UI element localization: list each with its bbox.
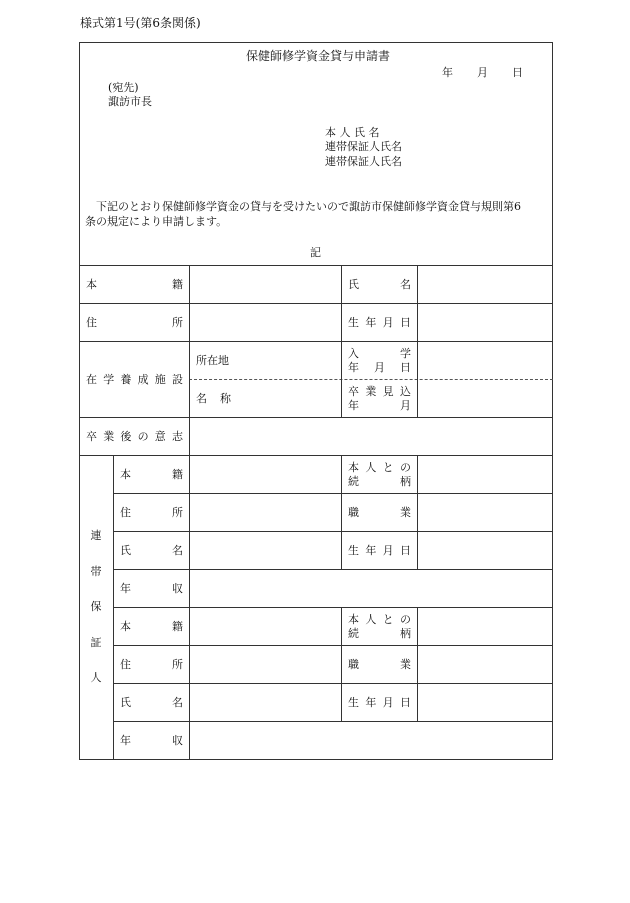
g2-relation-label-line1: 本 人 と の [348,613,411,626]
g1-income-label: 年 収 [120,582,183,595]
g2-income-label: 年 収 [120,734,183,747]
location-label: 所在地 [196,354,229,367]
g1-honseki-label: 本 籍 [120,468,183,481]
g2-birthdate-label: 生 年 月 日 [348,696,411,709]
body-text-line2: 条の規定により申請します。 [85,215,228,228]
vline [189,455,190,760]
vline [189,417,190,456]
g1-relation-label-line2: 続 柄 [348,475,411,488]
form-number: 様式第1号(第6条関係) [80,16,201,30]
honseki-label: 本 籍 [86,278,183,291]
graduation-label-line2: 年 月 [348,399,411,412]
g2-shimei-label: 氏 名 [120,696,183,709]
g1-birthdate-label: 生 年 月 日 [348,544,411,557]
school-label: 在 学 養 成 施 設 [86,373,183,386]
hline [79,303,553,304]
hline [113,721,553,722]
hline [79,265,553,266]
g1-occupation-label: 職 業 [348,506,411,519]
vline [341,265,342,418]
hline [79,455,553,456]
g2-occupation-label: 職 業 [348,658,411,671]
body-text-line1: 下記のとおり保健師修学資金の貸与を受けたいので諏訪市保健師修学資金貸与規則第6 [96,200,521,213]
hline [79,417,553,418]
ki-label: 記 [310,246,321,259]
frame-right [552,42,553,760]
applicant-name-label: 本 人 氏 名 [325,126,380,139]
addressee-name: 諏訪市長 [108,95,152,108]
hline [79,341,553,342]
vline [417,607,418,722]
frame-top [79,42,553,43]
school-name-label: 名 称 [196,392,231,405]
enrollment-label-line1: 入 学 [348,347,411,360]
intent-label: 卒 業 後 の 意 志 [86,430,183,443]
jusho-label: 住 所 [86,316,183,329]
graduation-label-line1: 卒 業 見 込 [348,385,411,398]
vline [417,265,418,418]
date-year: 年 [442,66,453,79]
date-day: 日 [512,66,523,79]
guarantor1-name-label: 連帯保証人氏名 [325,140,402,153]
addressee-prefix: (宛先) [108,81,139,94]
hline [113,683,553,684]
enrollment-label-line2: 年 月 日 [348,361,411,374]
vline [189,265,190,418]
g2-jusho-label: 住 所 [120,658,183,671]
hline [113,531,553,532]
vline [341,455,342,570]
hline [113,607,553,608]
date-month: 月 [477,66,488,79]
frame-bottom [79,759,553,760]
birthdate-label: 生 年 月 日 [348,316,411,329]
g2-honseki-label: 本 籍 [120,620,183,633]
vline [341,607,342,722]
vline [417,455,418,570]
g2-relation-label-line2: 続 柄 [348,627,411,640]
page-title: 保健師修学資金貸与申請書 [246,49,391,63]
frame-left [79,42,80,760]
g1-shimei-label: 氏 名 [120,544,183,557]
hline [113,493,553,494]
dashed-divider [189,379,553,380]
guarantor2-name-label: 連帯保証人氏名 [325,155,402,168]
guarantor-label: 連 帯 保 証 人 [90,529,102,684]
hline [113,569,553,570]
shimei-label: 氏 名 [348,278,411,291]
vline [113,455,114,760]
g1-relation-label-line1: 本 人 と の [348,461,411,474]
g1-jusho-label: 住 所 [120,506,183,519]
hline [113,645,553,646]
